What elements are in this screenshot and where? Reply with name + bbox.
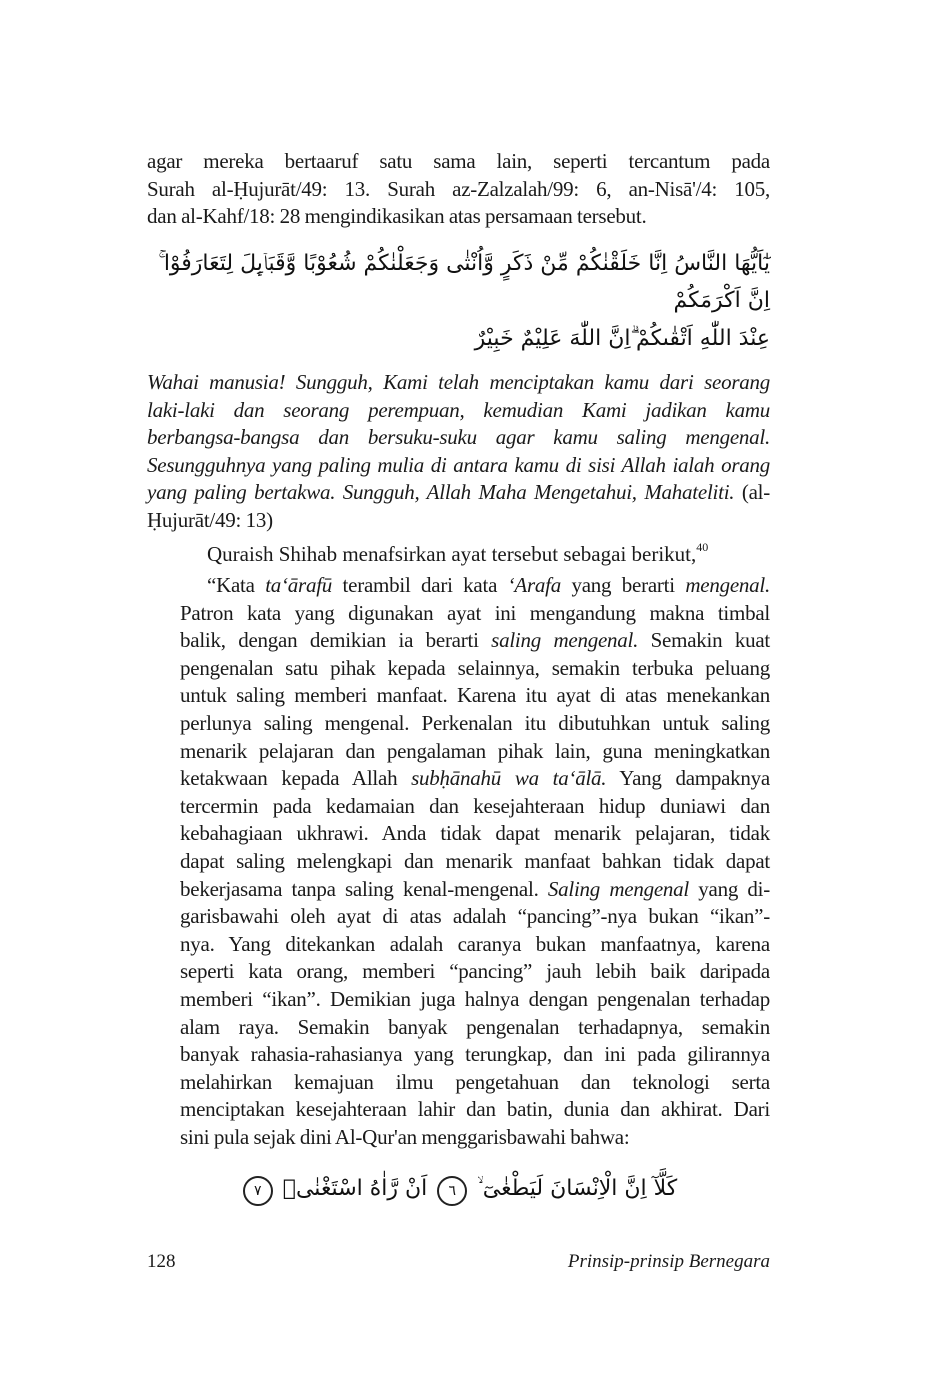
text-line [180,682,770,710]
text-line [180,876,770,904]
text-run: pengenalan satu pihak kepada selainnya, semakin terbuka peluang [180,655,770,680]
text-run: menarik pelajaran dan pengalaman pihak lain, guna meningkatkan [180,738,770,763]
footnote-ref: 40 [696,539,709,554]
italic-text: Wahai manusia! Sungguh, Kami telah menciptakan kamu dari seorang [147,369,770,394]
text-run: banyak rahasia-rahasianya yang terungkap, dan ini pada gilirannya [180,1042,770,1067]
text-run: balik, dengan demikian ia berarti [180,628,492,653]
verse-part-1: كَلَّآ اِنَّ الْاِنْسَانَ لَيَطْغٰىٓ ۙ [477,1175,678,1201]
text-line [147,203,770,231]
italic-text: yang paling bertakwa. Sungguh, Allah Maha Mengetahui, Mahateliti. [147,480,742,505]
italic-text: mengenal. [685,573,770,598]
italic-text: laki-laki dan seorang perempuan, kemudian Kami jadikan kamu [147,397,770,422]
text-line [180,1041,770,1069]
text-run: seperti kata orang, memberi “pancing” jauh lebih baik daripada [180,959,770,984]
text-run: perlunya saling mengenal. Perkenalan itu dibutuhkan untuk saling [180,711,770,736]
text-run: Semakin kuat [638,628,770,653]
text-run: alam raya. Semakin banyak pengenalan terhadapnya, semakin [180,1014,770,1039]
arabic-verse-line-1: يٰٓاَيُّهَا النَّاسُ اِنَّا خَلَقْنٰكُمْ مِّنْ ذَكَرٍ وَّاُنْثٰى وَجَعَلْنٰكُمْ شُعُوْبًا وَّقَبَاۤىِٕلَ لِتَعَارَفُوْا ۚ اِنَّ اَكْرَمَكُمْ [158,250,770,314]
text-line [147,507,770,535]
quoted-commentary [180,572,770,1151]
text-run: dan al-Kahf/18: 28 mengindikasikan atas persamaan tersebut. [147,204,647,229]
ayah-number-marker: ٦ [437,1176,467,1206]
italic-text: saling mengenal. [491,628,639,653]
text-line [147,452,770,480]
verse-part-2: اَنْ رَّاٰهُ اسْتَغْنٰىۗ [282,1175,428,1201]
text-run: ketakwaan kepada Allah [180,766,412,791]
italic-text: Sesungguhnya yang paling mulia di antara kamu di sisi Allah ialah orang [147,452,770,477]
verse-translation [147,369,770,535]
text-line [180,1124,770,1152]
italic-text: berbangsa-bangsa dan bersuku-suku agar kamu saling mengenal. [147,425,770,450]
text-run: tercermin pada kedamaian dan kesejahteraan hidup duniawi dan [180,793,770,818]
text-line [147,424,770,452]
text-run: Patron kata yang digunakan ayat ini mengandung makna timbal [180,600,770,625]
text-line [180,710,770,738]
text-run: memberi “ikan”. Demikian juga halnya dengan pengenalan terhadap [180,987,770,1012]
text-line [180,600,770,628]
text-run: kebahagiaan ukhrawi. Anda tidak dapat menarik pelajaran, tidak [180,821,770,846]
text-line [180,931,770,959]
italic-text: Saling mengenal [547,876,689,901]
text-run: Surah al-Ḥujurāt/49: 13. Surah az-Zalzalah/99: 6, an-Nisā'/4: 105, [147,176,770,201]
text-run: nya. Yang ditekankan adalah caranya bukan manfaatnya, karena [180,931,770,956]
text-line [147,479,770,507]
text-run: agar mereka bertaaruf satu sama lain, seperti tercantum pada [147,149,770,173]
text-run: Yang dampaknya [606,766,771,791]
text-line [180,1014,770,1042]
book-page [147,0,770,1313]
text-line [180,655,770,683]
text-line [147,397,770,425]
text-line [180,738,770,766]
text-run: yang di- [689,876,770,901]
text-line [180,793,770,821]
intro-text: Quraish Shihab menafsirkan ayat tersebut sebagai berikut, [207,541,697,566]
italic-text: subḥānahū wa ta‘ālā. [411,766,607,791]
text-line [180,903,770,931]
text-run: menciptakan kesejahteraan lahir dan batin, dunia dan akhirat. Dari [180,1097,770,1122]
arabic-verse-line-2: عِنْدَ اللّٰهِ اَتْقٰىكُمْ ۗاِنَّ اللّٰهَ عَلِيْمٌ خَبِيْرٌ [474,325,770,351]
text-run: bekerjasama tanpa saling kenal-mengenal. [180,876,548,901]
text-line [147,369,770,397]
text-line [147,148,770,176]
text-run: “Kata [207,573,266,598]
text-run: garisbawahi oleh ayat di atas adalah “pancing”-nya bukan “ikan”- [180,904,770,929]
page-footer [147,1251,770,1273]
text-run: dapat saling melengkapi dan menarik manfaat bahkan tidak dapat [180,849,770,874]
opening-paragraph [147,148,770,231]
text-line [180,986,770,1014]
italic-text: ta‘ārafū [265,573,333,598]
page-number: 128 [147,1250,176,1272]
text-line [180,627,770,655]
ayah-number-marker: ٧ [243,1176,273,1206]
text-run: melahirkan kemajuan ilmu pengetahuan dan teknologi serta [180,1069,770,1094]
text-run: (al- [741,480,770,505]
text-run: yang berarti [560,573,686,598]
text-line [180,958,770,986]
intro-sentence [207,541,770,569]
text-line [180,765,770,793]
arabic-verse-alaq [147,1170,770,1207]
text-line [180,1096,770,1124]
text-line [180,820,770,848]
text-line [180,572,770,600]
text-run: Ḥujurāt/49: 13) [147,507,273,532]
text-run: untuk saling memberi manfaat. Karena itu ayat di atas menekankan [180,683,770,708]
book-title: Prinsip-prinsip Bernegara [567,1250,770,1272]
text-line [180,848,770,876]
text-line [180,1069,770,1097]
italic-text: ‘Arafa [507,573,561,598]
text-line [147,176,770,204]
text-run: sini pula sejak dini Al-Qur'an menggarisbawahi bahwa: [180,1124,630,1149]
text-run: terambil dari kata [332,573,508,598]
